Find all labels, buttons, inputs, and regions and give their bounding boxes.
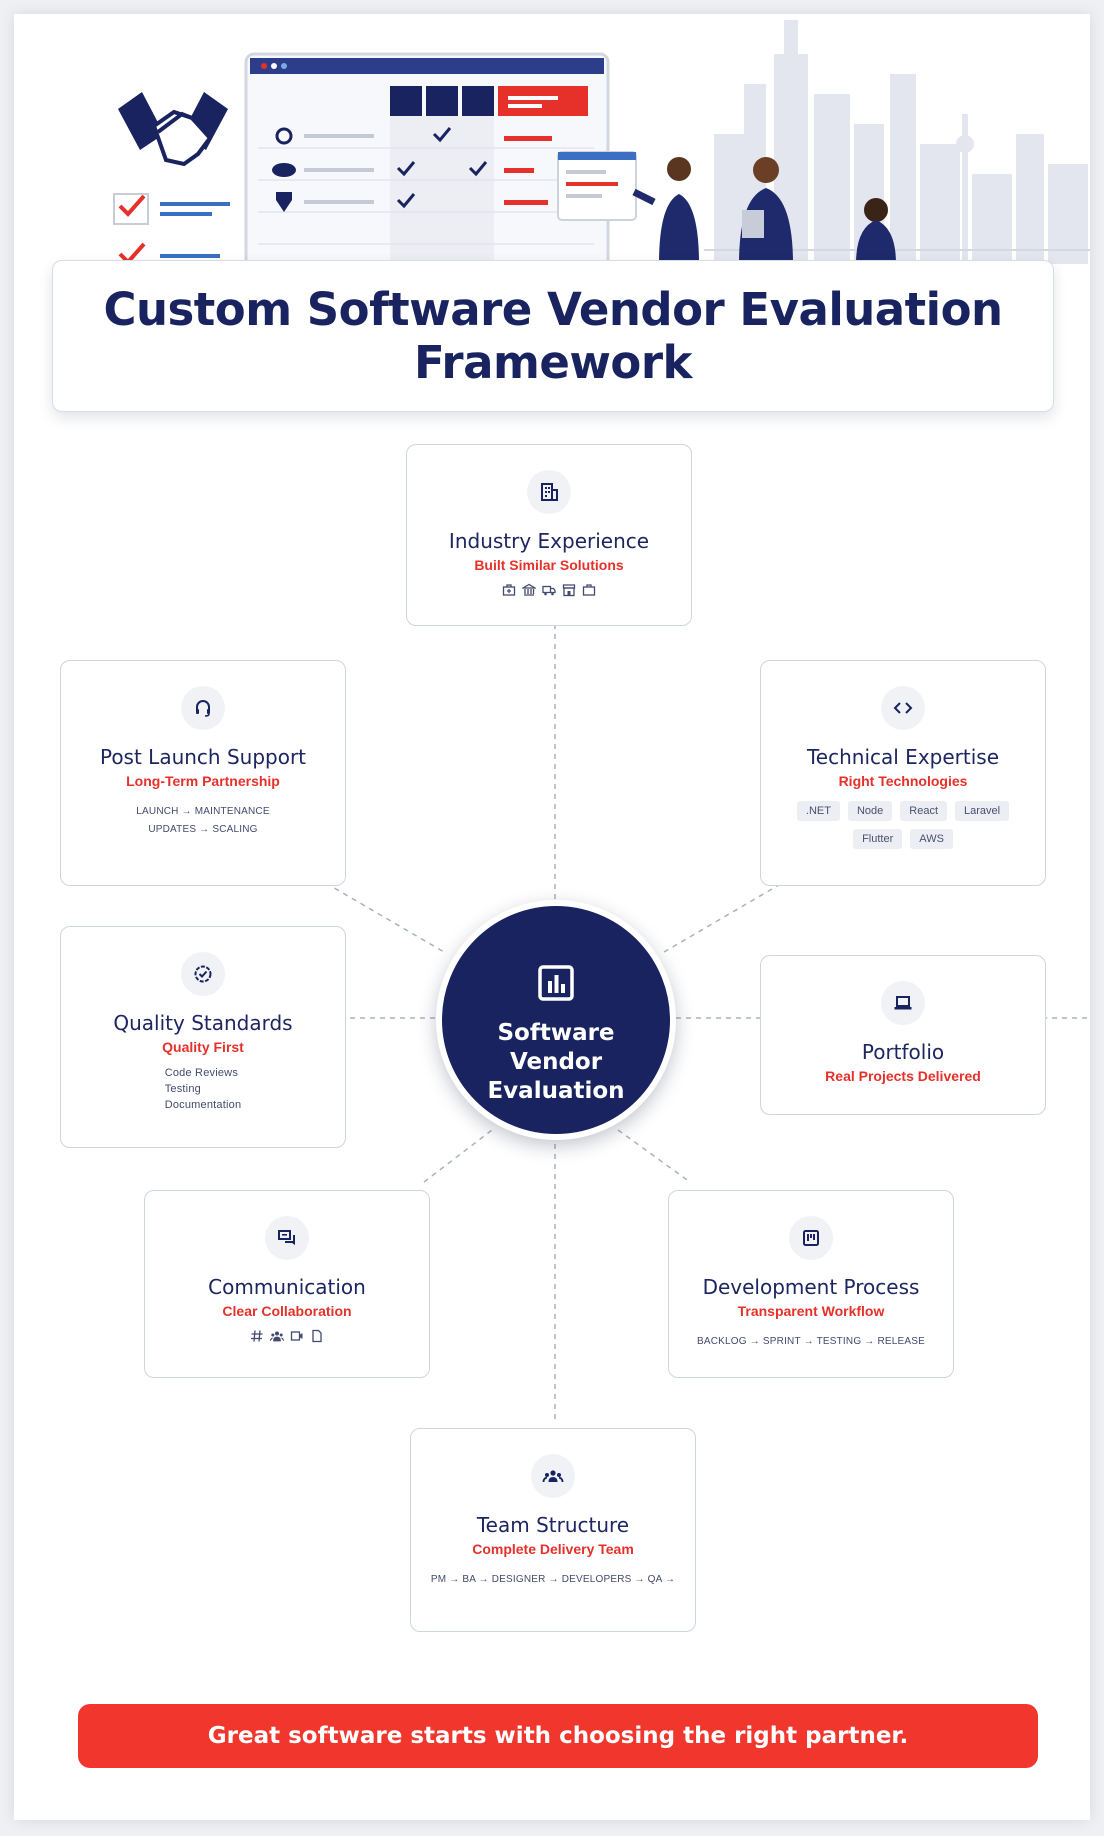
industry-icon-row [407,583,691,597]
cta-banner [78,1704,1038,1768]
communication-card [144,1190,430,1378]
technical-expertise-card [760,660,1046,886]
tech-tag: Node [848,801,892,821]
center-label: Software Vendor Evaluation [487,1020,625,1104]
card-subtitle: Right Technologies [838,773,968,789]
chat-icon [265,1216,309,1260]
card-title: Communication [208,1275,366,1299]
tech-tag: React [900,801,947,821]
card-title: Post Launch Support [99,745,307,769]
kanban-icon [789,1216,833,1260]
laptop-icon [881,981,925,1025]
people-icon [270,1329,284,1343]
quality-standards-card [60,926,346,1148]
detail-line: Documentation [164,1099,242,1111]
tech-tag: .NET [797,801,840,821]
industry-experience-card [406,444,692,626]
briefcase-icon [582,583,596,597]
card-subtitle: Real Projects Delivered [825,1068,981,1084]
development-process-card [668,1190,954,1378]
card-subtitle: Clear Collaboration [222,1303,352,1319]
card-title: Portfolio [861,1040,945,1064]
card-title: Quality Standards [113,1011,293,1035]
bar-chart-icon [442,964,670,1007]
page-title: Custom Software Vendor Evaluation Framework [103,283,1003,389]
detail-line: Code Reviews [164,1067,239,1079]
process-details [669,1333,953,1351]
card-title: Technical Expertise [806,745,999,769]
hashtag-icon [250,1329,264,1343]
card-title: Development Process [702,1275,920,1299]
card-subtitle: Transparent Workflow [737,1303,885,1319]
card-subtitle: Complete Delivery Team [472,1541,634,1557]
detail-line: BACKLOG → SPRINT → TESTING → RELEASE [697,1336,925,1347]
detail-line: PM → BA → DESIGNER → DEVELOPERS → QA → [430,1574,676,1585]
tech-tag: AWS [910,829,953,849]
support-details [61,803,345,839]
center-hub [436,900,676,1140]
video-icon [290,1329,304,1343]
document-icon [310,1329,324,1343]
detail-line: Testing [164,1083,201,1095]
verified-badge-icon [181,952,225,996]
tech-tag: Flutter [853,829,902,849]
technology-tags [773,801,1033,849]
card-title: Team Structure [476,1513,630,1537]
cta-text: Great software starts with choosing the right partner. [207,1723,909,1749]
post-launch-support-card [60,660,346,886]
card-subtitle: Quality First [162,1039,244,1055]
headset-icon [181,686,225,730]
detail-line: LAUNCH → MAINTENANCE [136,806,270,817]
code-icon [881,686,925,730]
card-title: Industry Experience [448,529,650,553]
store-icon [562,583,576,597]
card-subtitle: Long-Term Partnership [126,773,280,789]
detail-line: UPDATES → SCALING [148,824,258,835]
infographic-sheet [14,14,1090,1820]
team-structure-card [410,1428,696,1632]
team-details [411,1571,695,1589]
card-subtitle: Built Similar Solutions [474,557,624,573]
portfolio-card [760,955,1046,1115]
team-icon [531,1454,575,1498]
medical-bag-icon [502,583,516,597]
bank-icon [522,583,536,597]
quality-details [165,1065,242,1113]
communication-icon-row [145,1329,429,1343]
building-icon [527,470,571,514]
tech-tag: Laravel [955,801,1009,821]
truck-icon [542,583,556,597]
